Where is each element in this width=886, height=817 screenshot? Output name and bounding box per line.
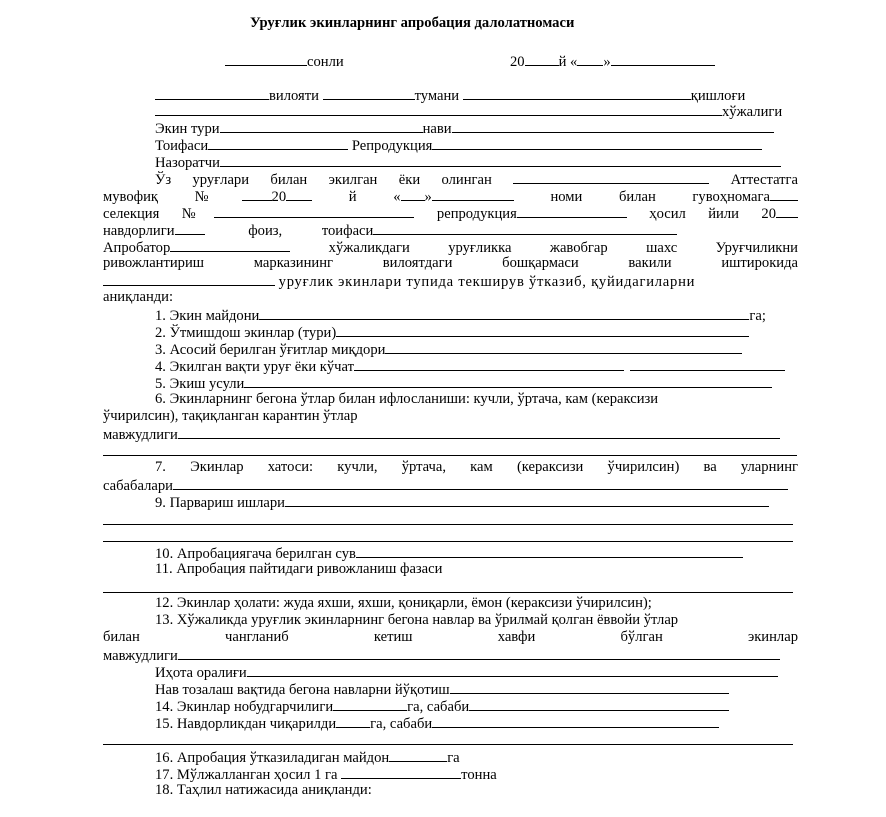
blank-line[interactable] [103, 524, 793, 525]
certificate-blank[interactable] [770, 187, 798, 201]
item-10-label: 10. Апробациягача берилган сув [155, 546, 356, 562]
month-blank[interactable] [611, 52, 715, 66]
item-9 [155, 493, 769, 512]
act-date-line [510, 52, 715, 71]
reproduction-blank[interactable] [432, 136, 762, 150]
act-number-line [225, 52, 344, 71]
selection-number-sign: № [181, 206, 215, 222]
roguing-blank[interactable] [450, 680, 729, 694]
cert-day-blank[interactable] [401, 187, 425, 201]
crop-type-blank[interactable] [220, 119, 423, 133]
year-abbr: й [348, 189, 357, 205]
with-label: билан [618, 189, 656, 205]
document-title: Уруғлик экинларнинг апробация далолатномаси [250, 15, 575, 31]
year-blank[interactable] [525, 52, 559, 66]
item-13-line-2 [103, 629, 798, 646]
intro-text: Ўз уруғлари билан экилган ёки олинган [155, 172, 492, 188]
farm-blank[interactable] [155, 102, 722, 116]
blank-line[interactable] [103, 541, 793, 542]
item-2-label: 2. Ўтмишдош экинлар (тури) [155, 325, 337, 341]
reproduction-blank-2[interactable] [517, 204, 627, 218]
predecessor-blank[interactable] [336, 323, 749, 337]
inspector-blank[interactable] [220, 153, 781, 167]
reasons-blank[interactable] [173, 476, 788, 490]
cert-year-blank[interactable] [286, 187, 312, 201]
intro-line-7 [103, 272, 695, 291]
loss-area-blank[interactable] [333, 697, 407, 711]
loss-reason-blank[interactable] [469, 697, 729, 711]
rejected-reason-blank[interactable] [432, 714, 719, 728]
district-label: тумани [414, 88, 460, 104]
variety-blank[interactable] [452, 119, 774, 133]
item-6-line-2: ўчирилсин), тақиқланган карантин ўтлар [103, 408, 358, 424]
name-label: номи [550, 189, 583, 205]
close-quote: » [603, 54, 611, 70]
selection-number-blank[interactable] [214, 204, 414, 218]
category-blank-2[interactable] [373, 221, 677, 235]
item-1-label: 1. Экин майдони [155, 308, 260, 324]
intro-text: ривожлантириш марказининг вилоятдаги бошқармаси вакили иштирокида [103, 255, 798, 271]
act-number-blank[interactable] [225, 52, 307, 66]
field-area-blank[interactable] [259, 306, 749, 320]
item-11: 11. Апробация пайтидаги ривожланиш фазаси [155, 561, 443, 577]
intro-text: Уруғчиликни [715, 240, 798, 256]
accordance-label: мувофиқ [103, 189, 158, 205]
day-label: й « [558, 54, 578, 70]
attestat-label: Аттестатга [730, 172, 799, 188]
village-blank[interactable] [463, 86, 691, 100]
sowing-time-blank[interactable] [354, 357, 624, 371]
blank-line[interactable] [103, 592, 793, 593]
district-blank[interactable] [323, 86, 415, 100]
fertilizer-blank[interactable] [385, 340, 742, 354]
reasons-label: сабабалари [103, 478, 173, 494]
item-5-label: 5. Экиш усули [155, 376, 245, 392]
rejected-area-blank[interactable] [336, 714, 370, 728]
item-7-label: 7. Экинлар хатоси: кучли, ўртача, кам (кераксизи ўчирилсин) ва уларнинг [155, 459, 798, 475]
item-15 [155, 714, 719, 733]
hectare-unit-2: га [447, 750, 460, 766]
number-label: сонли [307, 54, 344, 70]
harvest-label: ҳосил [649, 206, 686, 222]
sowing-time-blank-2[interactable] [630, 357, 785, 371]
roguing-label: Нав тозалаш вақтида бегона навларни йўқотиш [155, 682, 450, 698]
village-label: қишлоғи [690, 88, 746, 104]
farm-label: хўжалиги [722, 104, 783, 120]
item-12: 12. Экинлар ҳолати: жуда яхши, яхши, қониқарли, ёмон (кераксизи ўчирилсин); [155, 595, 652, 611]
blank-line[interactable] [103, 455, 797, 456]
approbator-label: Апробатор [103, 240, 171, 256]
percent-label: фоиз, [248, 223, 283, 239]
isolation-label: Иҳота оралиғи [155, 665, 247, 681]
category-blank[interactable] [208, 136, 348, 150]
item-4-label: 4. Экилган вақти уруғ ёки кўчат [155, 359, 354, 375]
loss-reason-label: га, сабаби [407, 699, 470, 715]
year-label: 20 [510, 54, 525, 70]
pollination-risk-blank[interactable] [178, 646, 780, 660]
quarantine-weeds-blank[interactable] [178, 425, 780, 439]
region-blank[interactable] [155, 86, 269, 100]
sowing-method-blank[interactable] [244, 374, 772, 388]
item-6-line-1: 6. Экинларнинг бегона ўтлар билан ифлосланиши: кучли, ўртача, кам (кераксизи [155, 391, 659, 407]
representative-blank[interactable] [103, 272, 275, 286]
intro-line-8: аниқланди: [103, 289, 174, 305]
reproduction-label-2: репродукция [436, 206, 517, 222]
harvest-year-prefix: 20 [761, 206, 776, 222]
item-17-label: 17. Мўлжалланган ҳосил 1 га [155, 767, 338, 783]
close-quote-2: » [424, 189, 432, 205]
water-blank[interactable] [356, 544, 743, 558]
cert-month-blank[interactable] [432, 187, 514, 201]
sown-from-blank[interactable] [513, 170, 709, 184]
item-3-label: 3. Асосий берилган ўғитлар миқдори [155, 342, 386, 358]
day-blank[interactable] [577, 52, 603, 66]
intro-text: шахс [646, 240, 678, 256]
hectare-unit: га; [749, 308, 766, 324]
variety-label: нави [422, 121, 452, 137]
selection-label: селекция [103, 206, 160, 222]
item-13-text: билан чангланиб кетиш хавфи бўлган экинлар [103, 629, 798, 645]
inspector-label: Назоратчи [155, 155, 220, 171]
care-works-blank[interactable] [285, 493, 769, 507]
item-18: 18. Таҳлил натижасида аниқланди: [155, 782, 372, 798]
item-7-line-1 [155, 459, 798, 476]
year-word: йили [708, 206, 739, 222]
certificate-label: гувоҳномага [692, 189, 770, 205]
open-quote: « [393, 189, 401, 205]
blank-line[interactable] [103, 744, 793, 745]
item-15-label: 15. Навдорликдан чиқарилди [155, 716, 337, 732]
ton-unit: тонна [461, 767, 497, 783]
isolation-blank[interactable] [247, 663, 778, 677]
item-9-label: 9. Парвариш ишлари [155, 495, 285, 511]
cert-number-blank[interactable] [242, 187, 272, 201]
intro-text: хўжаликдаги [328, 240, 410, 256]
intro-text: жавобгар [549, 240, 608, 256]
region-label: вилояти [269, 88, 319, 104]
reproduction-label: Репродукция [351, 138, 433, 154]
category-label: Тоифаси [155, 138, 209, 154]
item-13-line-1: 13. Хўжаликда уруғлик экинларнинг бегона навлар ва ўрилмай қолган ёввойи ўтлар [155, 612, 679, 628]
number-sign: № [194, 189, 242, 205]
presence-label-2: мавжудлиги [103, 648, 178, 664]
intro-text: уруғликка [448, 240, 512, 256]
year-prefix: 20 [271, 189, 287, 205]
rejected-reason-label: га, сабаби [370, 716, 433, 732]
crop-type-label: Экин тури [155, 121, 220, 137]
item-16-label: 16. Апробация ўтказиладиган майдон [155, 750, 390, 766]
harvest-year-blank[interactable] [776, 204, 798, 218]
expected-yield-blank[interactable] [341, 765, 461, 779]
presence-label: мавжудлиги [103, 427, 178, 443]
intro-line-6 [103, 255, 798, 272]
purity-blank[interactable] [175, 221, 205, 235]
purity-label: навдорлиги [103, 223, 175, 239]
item-14-label: 14. Экинлар нобудгарчилиги [155, 699, 334, 715]
category-label-2: тоифаси [321, 223, 374, 239]
approbator-blank[interactable] [170, 238, 290, 252]
approbation-area-blank[interactable] [389, 748, 447, 762]
item-6-line-3 [103, 425, 780, 444]
intro-text: уруғлик экинлари тупида текширув ўтказиб, қуйидагиларни [278, 274, 696, 290]
